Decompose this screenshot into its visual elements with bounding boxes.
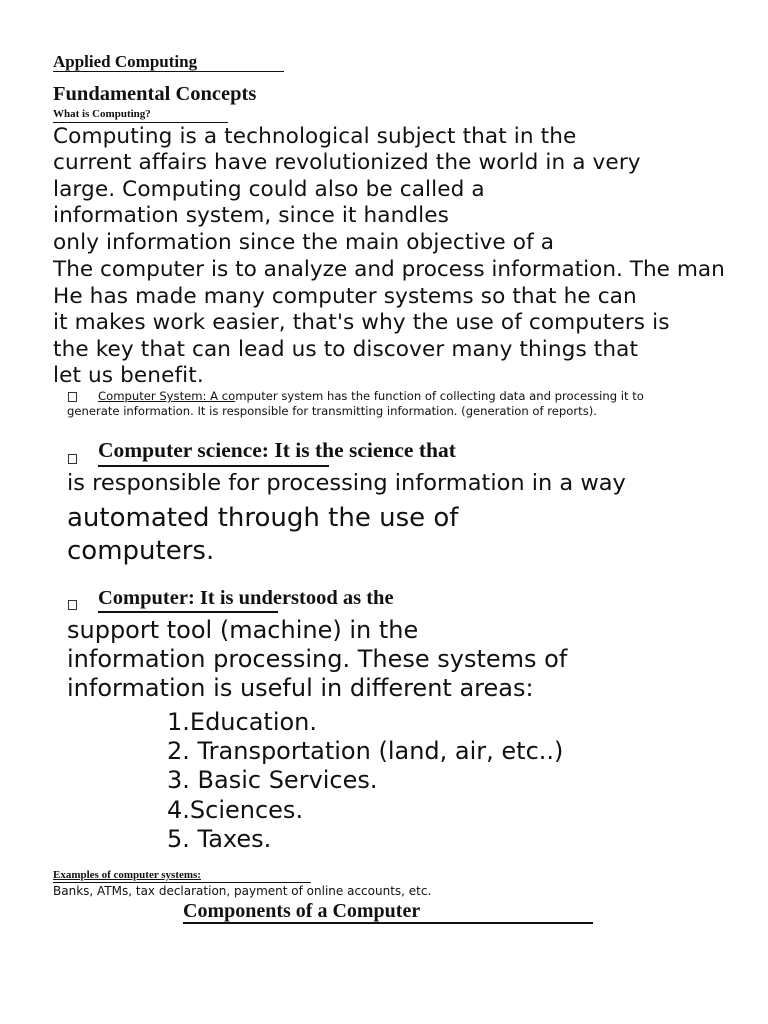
computer-line: information is useful in different areas: (67, 674, 534, 702)
computer-line: information processing. These systems of (67, 645, 568, 673)
list-item: 2. Transportation (land, air, etc..) (167, 737, 564, 765)
intro-line: information system, since it handles (53, 203, 450, 228)
computer-science-line: automated through the use of (67, 503, 459, 533)
computer-heading-underline (98, 611, 278, 613)
computer-system-term: Computer System: A co (98, 389, 236, 403)
intro-line: the key that can lead us to discover many things that (53, 337, 639, 362)
computer-system-definition (98, 389, 644, 403)
bullet-square-icon (68, 600, 77, 610)
examples-heading-underline (53, 882, 311, 883)
list-item: 4.Sciences. (167, 796, 304, 824)
computer-science-line: is responsible for processing information in a way (67, 470, 626, 496)
intro-line: it makes work easier, that's why the use of computers is (53, 310, 670, 335)
computer-system-text: mputer system has the function of collecting data and processing it to (235, 389, 644, 403)
list-item: 1.Education. (167, 708, 318, 736)
intro-line: only information since the main objective of a (53, 230, 555, 255)
section-heading-underline (53, 122, 228, 123)
intro-line: large. Computing could also be called a (53, 177, 485, 202)
computer-line: support tool (machine) in the (67, 616, 419, 644)
list-item: 5. Taxes. (167, 825, 272, 853)
components-heading-underline (183, 922, 593, 924)
page-subtitle: Fundamental Concepts (53, 83, 257, 105)
document-title: Applied Computing (53, 52, 198, 71)
title-underline (53, 71, 284, 72)
bullet-square-icon (68, 392, 77, 402)
bullet-square-icon (68, 454, 77, 464)
components-heading: Components of a Computer (183, 900, 421, 922)
computer-heading: Computer: It is understood as the (98, 587, 394, 609)
computer-system-line: generate information. It is responsible for transmitting information. (generation of reports). (67, 404, 597, 418)
examples-heading: Examples of computer systems: (53, 869, 201, 881)
intro-line: let us benefit. (53, 363, 204, 388)
examples-text: Banks, ATMs, tax declaration, payment of online accounts, etc. (53, 884, 432, 898)
section-heading: What is Computing? (53, 108, 151, 120)
intro-line: current affairs have revolutionized the world in a very (53, 150, 641, 175)
list-item: 3. Basic Services. (167, 766, 378, 794)
computer-science-line: computers. (67, 536, 215, 566)
computer-science-underline (98, 465, 329, 467)
intro-line: Computing is a technological subject that in the (53, 124, 577, 149)
computer-science-heading: Computer science: It is the science that (98, 438, 456, 462)
intro-line: The computer is to analyze and process information. The man (53, 257, 725, 282)
intro-line: He has made many computer systems so that he can (53, 284, 637, 309)
